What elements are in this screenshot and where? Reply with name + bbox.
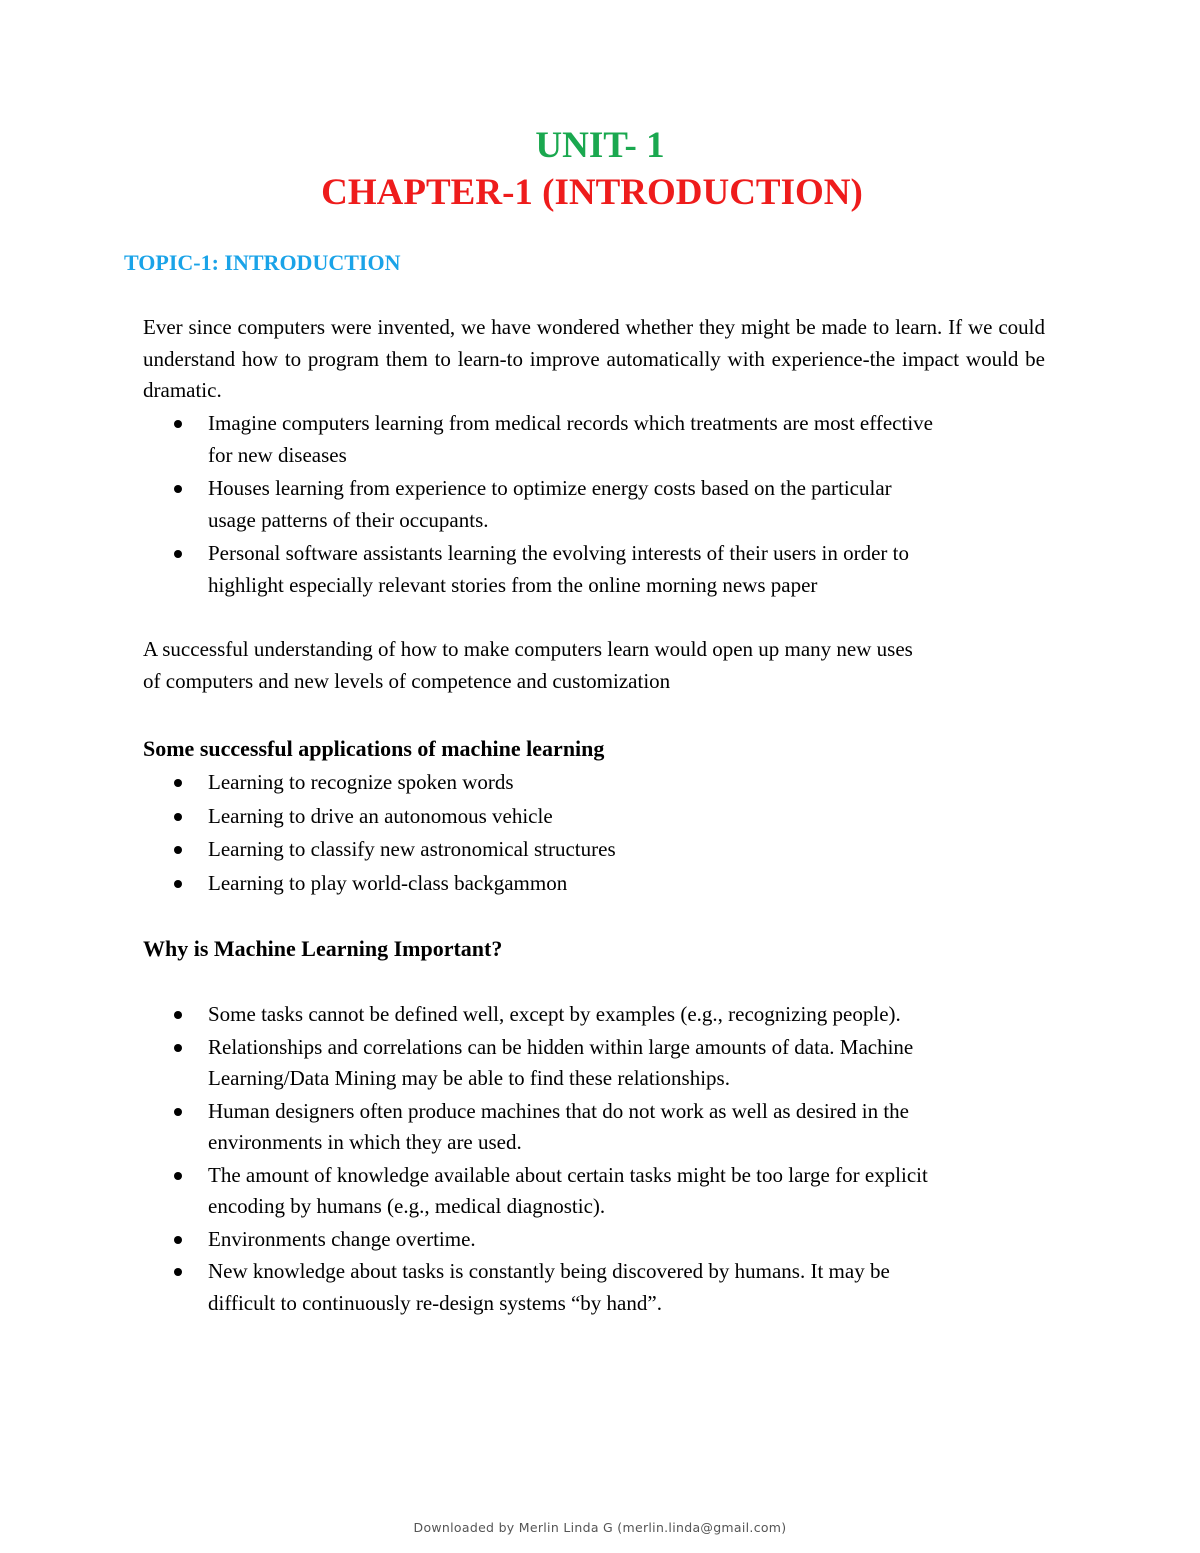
bullet-icon [174,813,182,821]
list-item-line: usage patterns of their occupants. [208,507,489,532]
bullet-icon [174,779,182,787]
list-item-line: The amount of knowledge available about certain tasks might be too large for explicit [208,1162,928,1187]
list-item-line: Personal software assistants learning the evolving interests of their users in order to [208,541,909,565]
list-item-line: Houses learning from experience to optimize energy costs based on the particular [208,476,892,500]
bullet-icon [174,846,182,854]
bullet-icon [174,1268,182,1276]
list-item [143,408,933,471]
bullet-icon [174,420,182,428]
importance-list [143,999,928,1319]
list-item [143,1160,928,1223]
list-item [143,1256,928,1319]
list-item [143,538,933,601]
bullet-icon [174,880,182,888]
list-item-line: Some tasks cannot be defined well, except by examples (e.g., recognizing people). [208,1002,901,1026]
list-item [143,1096,928,1159]
importance-heading: Why is Machine Learning Important? [143,936,503,961]
list-item-line: Environments change overtime. [208,1226,476,1251]
list-item-line: Relationships and correlations can be hidden within large amounts of data. Machine [208,1034,914,1059]
download-footer: Downloaded by Merlin Linda G (merlin.linda@gmail.com) [413,1520,787,1535]
list-item [143,999,928,1031]
list-item-line: Learning/Data Mining may be able to find these relationships. [208,1066,730,1090]
topic-heading: TOPIC-1: INTRODUCTION [124,250,401,275]
list-item-line: highlight especially relevant stories from the online morning news paper [208,572,818,597]
list-item-line: Human designers often produce machines that do not work as well as desired in the [208,1098,909,1123]
bullet-icon [174,485,182,493]
bullet-icon [174,1236,182,1244]
bullet-icon [174,1108,182,1116]
bullet-icon [174,1172,182,1180]
list-item-line: Imagine computers learning from medical records which treatments are most effective [208,411,933,435]
list-item-line: for new diseases [208,442,347,467]
bullet-icon [174,1011,182,1019]
list-item-line: difficult to continuously re-design systems “by hand”. [208,1290,662,1315]
list-item [143,801,616,833]
list-item-text: Learning to drive an autonomous vehicle [208,803,553,828]
list-item-line: encoding by humans (e.g., medical diagnostic). [208,1194,606,1218]
bullet-icon [174,1044,182,1052]
summary-line: of computers and new levels of competence and customization [143,668,671,693]
list-item-text: Learning to recognize spoken words [208,770,514,794]
list-item-line: New knowledge about tasks is constantly being discovered by humans. It may be [208,1259,890,1283]
intro-bullet-list [143,408,933,601]
bullet-icon [174,550,182,558]
list-item [143,834,616,866]
list-item [143,767,616,799]
chapter-title: CHAPTER-1 (INTRODUCTION) [321,172,863,213]
list-item-text: Learning to classify new astronomical structures [208,837,616,861]
summary-line: A successful understanding of how to make computers learn would open up many new uses [143,637,913,661]
list-item [143,1224,928,1256]
list-item [143,868,616,900]
applications-list [143,767,616,899]
summary-paragraph [143,634,1063,697]
intro-paragraph: Ever since computers were invented, we have wondered whether they might be made to learn. If we could understand how to program them to learn-to improve automatically with experience-the impact would be dramatic. [143,315,1045,402]
list-item-text: Learning to play world-class backgammon [208,870,568,895]
unit-title: UNIT- 1 [535,125,665,166]
list-item-line: environments in which they are used. [208,1130,522,1154]
list-item [143,1032,928,1095]
applications-heading: Some successful applications of machine learning [143,736,605,761]
list-item [143,473,933,536]
